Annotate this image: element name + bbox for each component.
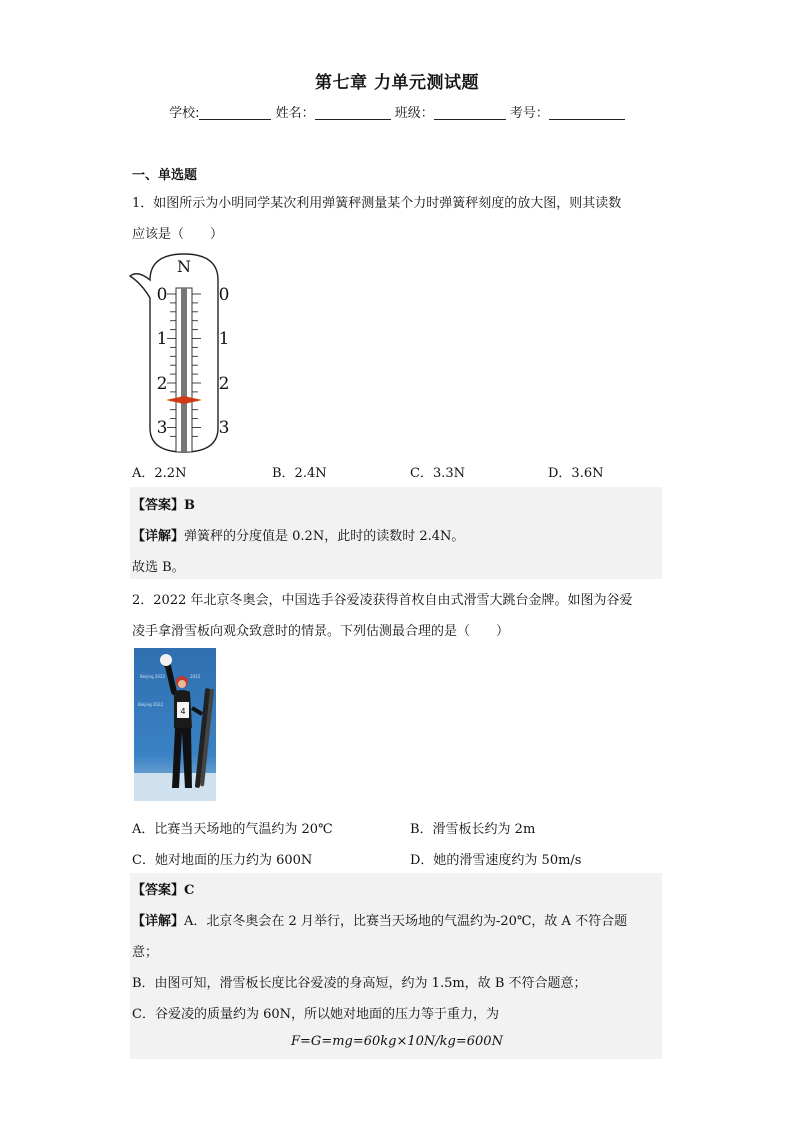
q2-option-a[interactable]: A．比赛当天场地的气温约为 20℃ [132, 822, 333, 837]
svg-text:4: 4 [180, 707, 186, 716]
student-info-line [0, 102, 794, 121]
q1-answer: 【答案】B [132, 498, 195, 513]
number-label: 考号： [509, 106, 549, 121]
q2-detail-a-text: A．北京冬奥会在 2 月举行，比赛当天场地的气温约为-20℃，故 A 不符合题 [184, 914, 628, 929]
q2-detail-b: B．由图可知，滑雪板长度比谷爱凌的身高短，约为 1.5m，故 B 不符合题意； [132, 976, 587, 991]
unit-label: N [177, 257, 191, 276]
q2-stem-line1: 2．2022 年北京冬奥会，中国选手谷爱凌获得首枚自由式滑雪大跳台金牌。如图为谷爱 [132, 593, 633, 608]
q2-answer: 【答案】C [132, 883, 195, 898]
q2-option-d[interactable]: D．她的滑雪速度约为 50m/s [410, 853, 582, 868]
q1-option-b[interactable]: B．2.4N [272, 466, 327, 481]
school-blank[interactable] [199, 105, 271, 120]
right-tick-3: 3 [218, 418, 230, 438]
q1-stem-line1: 1．如图所示为小明同学某次利用弹簧秤测量某个力时弹簧秤刻度的放大图，则其读数 [132, 196, 622, 211]
q2-formula: F=G=mg=60kg×10N/kg=600N [291, 1034, 503, 1049]
svg-text:2022: 2022 [190, 674, 201, 679]
q1-option-a[interactable]: A．2.2N [132, 466, 187, 481]
name-label: 姓名： [275, 106, 315, 121]
q2-detail-a-line1 [132, 910, 627, 929]
spring-scale-figure [128, 250, 240, 456]
q2-option-b[interactable]: B．滑雪板长约为 2m [410, 822, 536, 837]
name-blank[interactable] [315, 105, 391, 120]
left-tick-2: 2 [156, 374, 168, 394]
left-tick-0: 0 [156, 285, 168, 305]
svg-text:Beijing 2022: Beijing 2022 [138, 702, 164, 707]
right-tick-2: 2 [218, 374, 230, 394]
right-tick-0: 0 [218, 285, 230, 305]
right-tick-1: 1 [218, 329, 230, 349]
q1-detail [132, 525, 464, 544]
q2-stem-line2: 凌手拿滑雪板向观众致意时的情景。下列估测最合理的是（ ） [132, 624, 510, 639]
skier-photo [134, 648, 216, 801]
page-title: 第七章 力单元测试题 [315, 73, 479, 93]
number-blank[interactable] [549, 105, 625, 120]
q1-detail-label: 【详解】 [132, 529, 185, 544]
q1-detail-text: 弹簧秤的分度值是 0.2N，此时的读数时 2.4N。 [184, 529, 465, 544]
q2-detail-c: C．谷爱凌的质量约为 60N，所以她对地面的压力等于重力，为 [132, 1007, 499, 1022]
q2-detail-a-line2: 意； [132, 945, 159, 960]
q2-option-c[interactable]: C．她对地面的压力约为 600N [132, 853, 313, 868]
q2-answer-box [130, 873, 662, 1059]
q1-option-c[interactable]: C．3.3N [410, 466, 465, 481]
left-tick-1: 1 [156, 329, 168, 349]
section-heading: 一、单选题 [132, 168, 198, 183]
q1-stem-line2: 应该是（ ） [132, 227, 224, 242]
svg-text:Beijing 2022: Beijing 2022 [140, 674, 166, 679]
school-label: 学校: [169, 106, 200, 121]
scale-rod [181, 288, 187, 452]
q1-conclusion: 故选 B。 [132, 560, 185, 575]
q2-detail-label: 【详解】 [132, 914, 185, 929]
left-tick-3: 3 [156, 418, 168, 438]
q1-option-d[interactable]: D．3.6N [548, 466, 604, 481]
class-label: 班级： [394, 106, 434, 121]
class-blank[interactable] [434, 105, 506, 120]
